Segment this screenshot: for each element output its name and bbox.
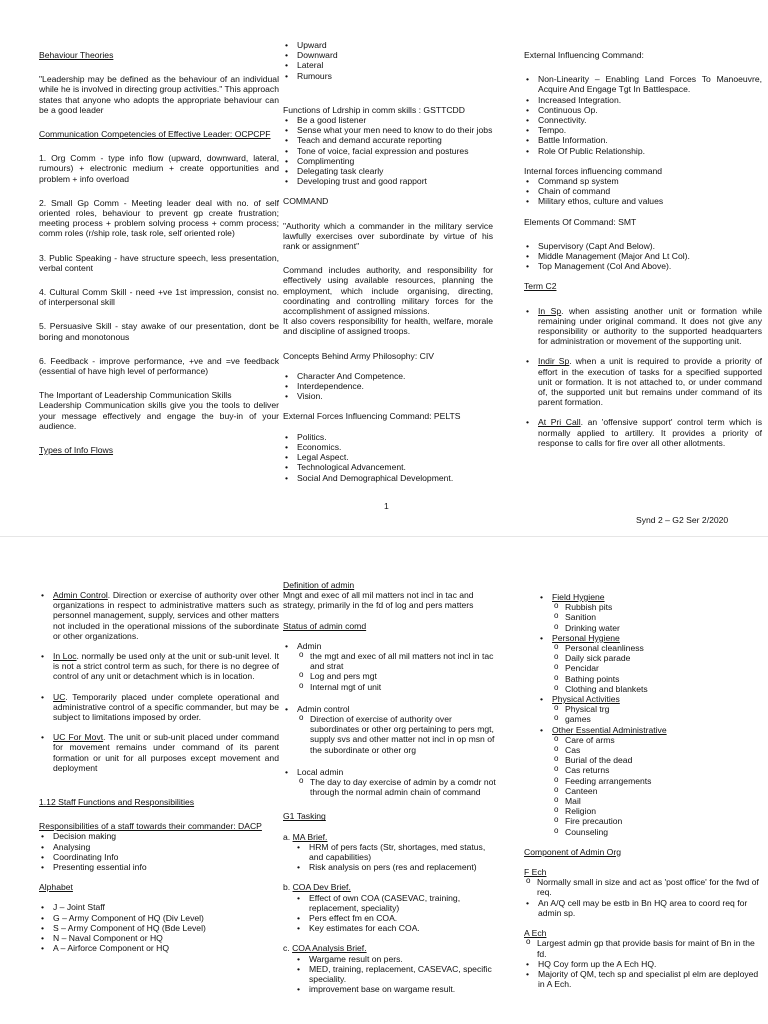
page-divider	[0, 536, 768, 537]
alphabet-title: Alphabet	[39, 882, 73, 893]
list-item: • Middle Management (Major And Lt Col).	[524, 251, 762, 261]
list-item: • Politics.	[283, 432, 493, 442]
list-item: • Downward	[283, 50, 493, 60]
sub-list	[552, 602, 762, 633]
responsibilities-list	[39, 831, 279, 872]
g1-section-a	[283, 832, 501, 842]
definition-admin-title: Definition of admin	[283, 580, 355, 590]
list-item: • Tempo.	[524, 125, 762, 135]
other-essential-label: Other Essential Administrative	[552, 724, 667, 735]
list-item: • Decision making	[39, 831, 279, 841]
concepts-list	[283, 371, 493, 402]
list-item	[283, 767, 501, 798]
list-item: • improvement base on wargame result.	[295, 984, 501, 994]
importance-text: Leadership Communication skills give you the tools to deliver your message effectively and engage the buy-in of your audience.	[39, 400, 279, 431]
sub-item: o Cas returns	[552, 765, 762, 775]
list-item: • Interdependence.	[283, 381, 493, 391]
sub-list	[552, 643, 762, 694]
personal-hygiene-label: Personal Hygiene	[552, 632, 620, 643]
a-ech-title: A Ech	[524, 928, 547, 939]
page2-column-3	[524, 592, 762, 989]
sub-item: o Internal mgt of unit	[297, 682, 501, 692]
list-item: • A – Airforce Component or HQ	[39, 943, 279, 953]
internal-forces-title: Internal forces influencing command	[524, 165, 663, 176]
list-item: • Connectivity.	[524, 115, 762, 125]
staff-functions-title: 1.12 Staff Functions and Responsibilities	[39, 797, 195, 808]
sub-item: o Clothing and blankets	[552, 684, 762, 694]
admin-label: Admin	[297, 640, 322, 651]
term-text: . when a unit is required to provide a priority of effort in the execution of tasks for a specified supported unit or formation. It is not attached to, or under command of, the supported unit but remains under command of its parent formation.	[538, 356, 762, 408]
term-c2-title: Term C2	[524, 281, 557, 292]
list-item: • Risk analysis on pers (res and replacement)	[295, 862, 501, 872]
g1-c-list	[295, 954, 501, 995]
term-text: . Direction or exercise of authority over other organizations in respect to administrative matters such as personnel management, supply, services and other matters not included in the operational missions of the subordinate or other organizations.	[53, 590, 279, 641]
list-item: • MED, training, replacement, CASEVAC, specific speciality.	[295, 964, 501, 984]
term-item	[39, 692, 279, 723]
list-item: • Character And Competence.	[283, 371, 493, 381]
list-item: o Normally small in size and act as 'post office' for the fwd of req.	[524, 877, 762, 897]
responsibilities-title: Responsibilities of a staff towards their commander: DACP	[39, 821, 262, 832]
sub-item: o Fire precaution	[552, 816, 762, 826]
list-item: • Legal Aspect.	[283, 452, 493, 462]
term-name: Indir Sp	[538, 356, 570, 367]
info-flows-title: Types of Info Flows	[39, 445, 114, 456]
list-item: • HQ Coy form up the A Ech HQ.	[524, 959, 762, 969]
term-name: In Sp	[538, 305, 562, 316]
term-name: UC	[53, 691, 66, 702]
importance-title: The Important of Leadership Communication Skills	[39, 390, 232, 401]
sub-list	[297, 714, 501, 755]
concepts-title: Concepts Behind Army Philosophy: CIV	[283, 350, 434, 361]
list-item: • Effect of own COA (CASEVAC, training, replacement, speciality)	[295, 893, 501, 913]
page2-column-2	[283, 580, 501, 995]
g1-section-b	[283, 882, 501, 892]
list-item: • S – Army Component of HQ (Bde Level)	[39, 923, 279, 933]
external-influencing-list	[524, 74, 762, 156]
hygiene-list	[538, 592, 762, 837]
term-text: . an 'offensive support' control term which is normally applied to artillery. It provides a priority of response to calls for fire over all other allotments.	[538, 417, 762, 448]
list-item: • Continuous Op.	[524, 105, 762, 115]
g1-b-list	[295, 893, 501, 934]
sub-item: o the mgt and exec of all mil matters not incl in tac and strat	[297, 651, 501, 671]
behaviour-theories-title: Behaviour Theories	[39, 50, 114, 60]
external-forces-list	[283, 432, 493, 483]
list-item	[283, 641, 501, 692]
term-item	[39, 732, 279, 773]
command-quote: "Authority which a commander in the military service lawfully exercises over subordinate by virtue of his rank or assignment"	[283, 220, 493, 252]
list-item	[283, 704, 501, 755]
term-c2-list	[524, 306, 762, 448]
external-forces-title: External Forces Influencing Command: PELTS	[283, 411, 461, 422]
term-item	[524, 306, 762, 347]
component-admin-title: Component of Admin Org	[524, 846, 621, 857]
sub-item: o Cas	[552, 745, 762, 755]
list-item: • Delegating task clearly	[283, 166, 493, 176]
term-name: At Pri Call	[538, 417, 581, 428]
list-item: • Be a good listener	[283, 115, 493, 125]
list-item: • Teach and demand accurate reporting	[283, 135, 493, 145]
term-name: Admin Control	[53, 590, 108, 600]
sub-item: o Burial of the dead	[552, 755, 762, 765]
behaviour-definition: "Leadership may be defined as the behaviour of an individual while he is involved in directing group activities." This approach states that anyone who adopts the appropriate behaviour can be a good leader	[39, 74, 279, 115]
term-item	[524, 417, 762, 448]
page1-column-2	[283, 40, 493, 483]
sub-item: o Religion	[552, 806, 762, 816]
list-item: • Vision.	[283, 391, 493, 401]
a-ech-list-bullets	[524, 959, 762, 990]
list-item: • Role Of Public Relationship.	[524, 146, 762, 156]
sub-list	[297, 777, 501, 797]
list-item: • Analysing	[39, 842, 279, 852]
list-item: • Pers effect fm en COA.	[295, 913, 501, 923]
list-item: o Largest admin gp that provide basis for maint of Bn in the fd.	[524, 938, 762, 958]
competency-item: 1. Org Comm - type info flow (upward, downward, lateral, rumours) + electronic medium + create opportunities and problem + info overload	[39, 153, 279, 184]
list-item: • Social And Demographical Development.	[283, 473, 493, 483]
g1-section-c	[283, 943, 501, 953]
list-item: • HRM of pers facts (Str, shortages, med status, and capabilities)	[295, 842, 501, 862]
list-item: • Top Management (Col And Above).	[524, 261, 762, 271]
sub-item: o Bathing points	[552, 674, 762, 684]
competency-item: 3. Public Speaking - have structure speech, less presentation, verbal content	[39, 252, 279, 273]
f-ech-list	[524, 877, 762, 897]
g1-a-list	[295, 842, 501, 873]
section-prefix: b.	[283, 882, 291, 893]
sub-list	[297, 651, 501, 692]
physical-activities-label: Physical Activities	[552, 694, 620, 705]
sub-item: o Sanition	[552, 612, 762, 622]
list-item: • Supervisory (Capt And Below).	[524, 241, 762, 251]
list-item: • Developing trust and good rapport	[283, 176, 493, 186]
term-item	[39, 590, 279, 641]
section-prefix: a.	[283, 831, 291, 842]
elements-list	[524, 241, 762, 272]
term-text: . when assisting another unit or formation while remaining under original command. It does not give any responsibility or authority to the supported headquarters for administration or movement of the supporting unit.	[538, 305, 762, 347]
internal-forces-list	[524, 176, 762, 207]
g1-tasking-title: G1 Tasking	[283, 811, 326, 822]
list-item: • Rumours	[283, 71, 493, 81]
list-item: • J – Joint Staff	[39, 902, 279, 912]
sub-list	[552, 704, 762, 724]
list-item: • Wargame result on pers.	[295, 954, 501, 964]
sub-item: o Log and pers mgt	[297, 671, 501, 681]
list-item: • Complimenting	[283, 156, 493, 166]
page1-column-1	[39, 50, 279, 455]
sub-item: o Canteen	[552, 786, 762, 796]
section-title: MA Brief.	[292, 831, 328, 842]
list-item: • Command sp system	[524, 176, 762, 186]
list-item: • Lateral	[283, 60, 493, 70]
section-prefix: c.	[283, 943, 290, 954]
sub-item: o Daily sick parade	[552, 653, 762, 663]
list-item: • Increased Integration.	[524, 95, 762, 105]
list-item: • Chain of command	[524, 186, 762, 196]
comm-competencies-title: Communication Competencies of Effective Leader: OCPCPF	[39, 129, 271, 140]
list-item: • Economics.	[283, 442, 493, 452]
sub-list	[552, 735, 762, 837]
sub-item: o Personal cleanliness	[552, 643, 762, 653]
competency-item: 4. Cultural Comm Skill - need +ve 1st impression, consist no. of interpersonal skill	[39, 287, 279, 308]
list-item: • N – Naval Component or HQ	[39, 933, 279, 943]
term-item	[524, 356, 762, 407]
control-terms-list	[39, 590, 279, 773]
list-item: • G – Army Component of HQ (Div Level)	[39, 913, 279, 923]
competency-item: 6. Feedback - improve performance, +ve and =ve feedback (essential of have high level of performance)	[39, 355, 279, 377]
list-item	[538, 633, 762, 694]
list-item: • Military ethos, culture and values	[524, 196, 762, 206]
status-admin-list	[283, 641, 501, 798]
local-admin-label: Local admin	[297, 766, 344, 777]
elements-title: Elements Of Command: SMT	[524, 216, 637, 227]
list-item: • Upward	[283, 40, 493, 50]
command-text: Command includes authority, and responsibility for effectively using available resources, planning the employment, which include organising, directing, coordinating and controlling military forces for the accomplishment of assigned missions.	[283, 265, 493, 317]
section-title: COA Analysis Brief.	[292, 943, 367, 954]
term-text: . normally be used only at the unit or sub-unit level. It is not a strict control term as such, for there is no degree of control of any unit or detachment which is in location.	[53, 651, 279, 682]
sub-item: o The day to day exercise of admin by a comdr not through the normal admin chain of command	[297, 777, 501, 797]
competency-item: 5. Persuasive Skill - stay awake of our presentation, dont be boring and monotonous	[39, 321, 279, 342]
list-item	[538, 694, 762, 725]
sub-item: o Mail	[552, 796, 762, 806]
ldrship-functions-list	[283, 115, 493, 186]
section-title: COA Dev Brief.	[292, 882, 351, 893]
page1-column-3	[524, 50, 762, 448]
external-influencing-title: External Influencing Command:	[524, 50, 644, 60]
term-name: In Loc	[53, 651, 77, 662]
sub-item: o Drinking water	[552, 623, 762, 633]
info-flows-list	[283, 40, 493, 81]
sub-item: o Rubbish pits	[552, 602, 762, 612]
list-item: • Battle Information.	[524, 135, 762, 145]
sub-item: o Counseling	[552, 827, 762, 837]
list-item: • An A/Q cell may be estb in Bn HQ area to coord req for admin sp.	[524, 898, 762, 918]
term-text: . Temporarily placed under complete operational and administrative control of a specific commander, but may be subject to limitations imposed by order.	[53, 691, 279, 723]
sub-item: o Care of arms	[552, 735, 762, 745]
list-item	[538, 725, 762, 837]
page2-column-1	[39, 590, 279, 953]
list-item: • Majority of QM, tech sp and specialist pl elm are deployed in A Ech.	[524, 969, 762, 989]
page-footer: Synd 2 – G2 Ser 2/2020	[636, 515, 729, 525]
page-number: 1	[384, 501, 389, 511]
term-text: . The unit or sub-unit placed under command for movement remains under command of its parent formation or unit for all purposes except movement and deployment	[53, 732, 279, 773]
admin-control-label: Admin control	[297, 703, 350, 714]
list-item: • Presenting essential info	[39, 862, 279, 872]
command-text-2: It also covers responsibility for health, welfare, morale and discipline of assigned troops.	[283, 316, 493, 337]
ldrship-functions-title: Functions of Ldrship in comm skills : GSTTCDD	[283, 104, 465, 115]
sub-item: o Physical trg	[552, 704, 762, 714]
sub-item: o games	[552, 714, 762, 724]
field-hygiene-label: Field Hygiene	[552, 592, 605, 602]
list-item: • Tone of voice, facial expression and postures	[283, 146, 493, 156]
command-title: COMMAND	[283, 196, 329, 207]
list-item: • Non-Linearity – Enabling Land Forces To Manoeuvre, Acquire And Engage Tgt In Battlespace.	[524, 74, 762, 94]
competency-item: 2. Small Gp Comm - Meeting leader deal with no. of self oriented roles, behaviour to prevent gp create frustration; meeting process + problem solving process + comm process; comm roles (r/ship role, task role, self oriented role)	[39, 197, 279, 239]
f-ech-list-bullets	[524, 898, 762, 918]
term-item	[39, 651, 279, 682]
sub-item: o Pencidar	[552, 663, 762, 673]
sub-item: o Direction of exercise of authority over subordinates or other org pertaining to pers mgt, supply svs and other matter not incl in op msn of the subordinate or other org	[297, 714, 501, 755]
f-ech-title: F Ech	[524, 867, 547, 878]
list-item	[538, 592, 762, 633]
sub-item: o Feeding arrangements	[552, 776, 762, 786]
list-item: • Key estimates for each COA.	[295, 923, 501, 933]
status-admin-title: Status of admin comd	[283, 620, 367, 631]
alphabet-list	[39, 902, 279, 953]
a-ech-list	[524, 938, 762, 958]
list-item: • Coordinating Info	[39, 852, 279, 862]
term-name: UC For Movt	[53, 732, 104, 743]
list-item: • Sense what your men need to know to do their jobs	[283, 125, 493, 135]
list-item: • Technological Advancement.	[283, 462, 493, 472]
definition-admin-text: Mngt and exec of all mil matters not incl in tac and strategy, primarily in the fd of log and pers matters	[283, 590, 474, 611]
